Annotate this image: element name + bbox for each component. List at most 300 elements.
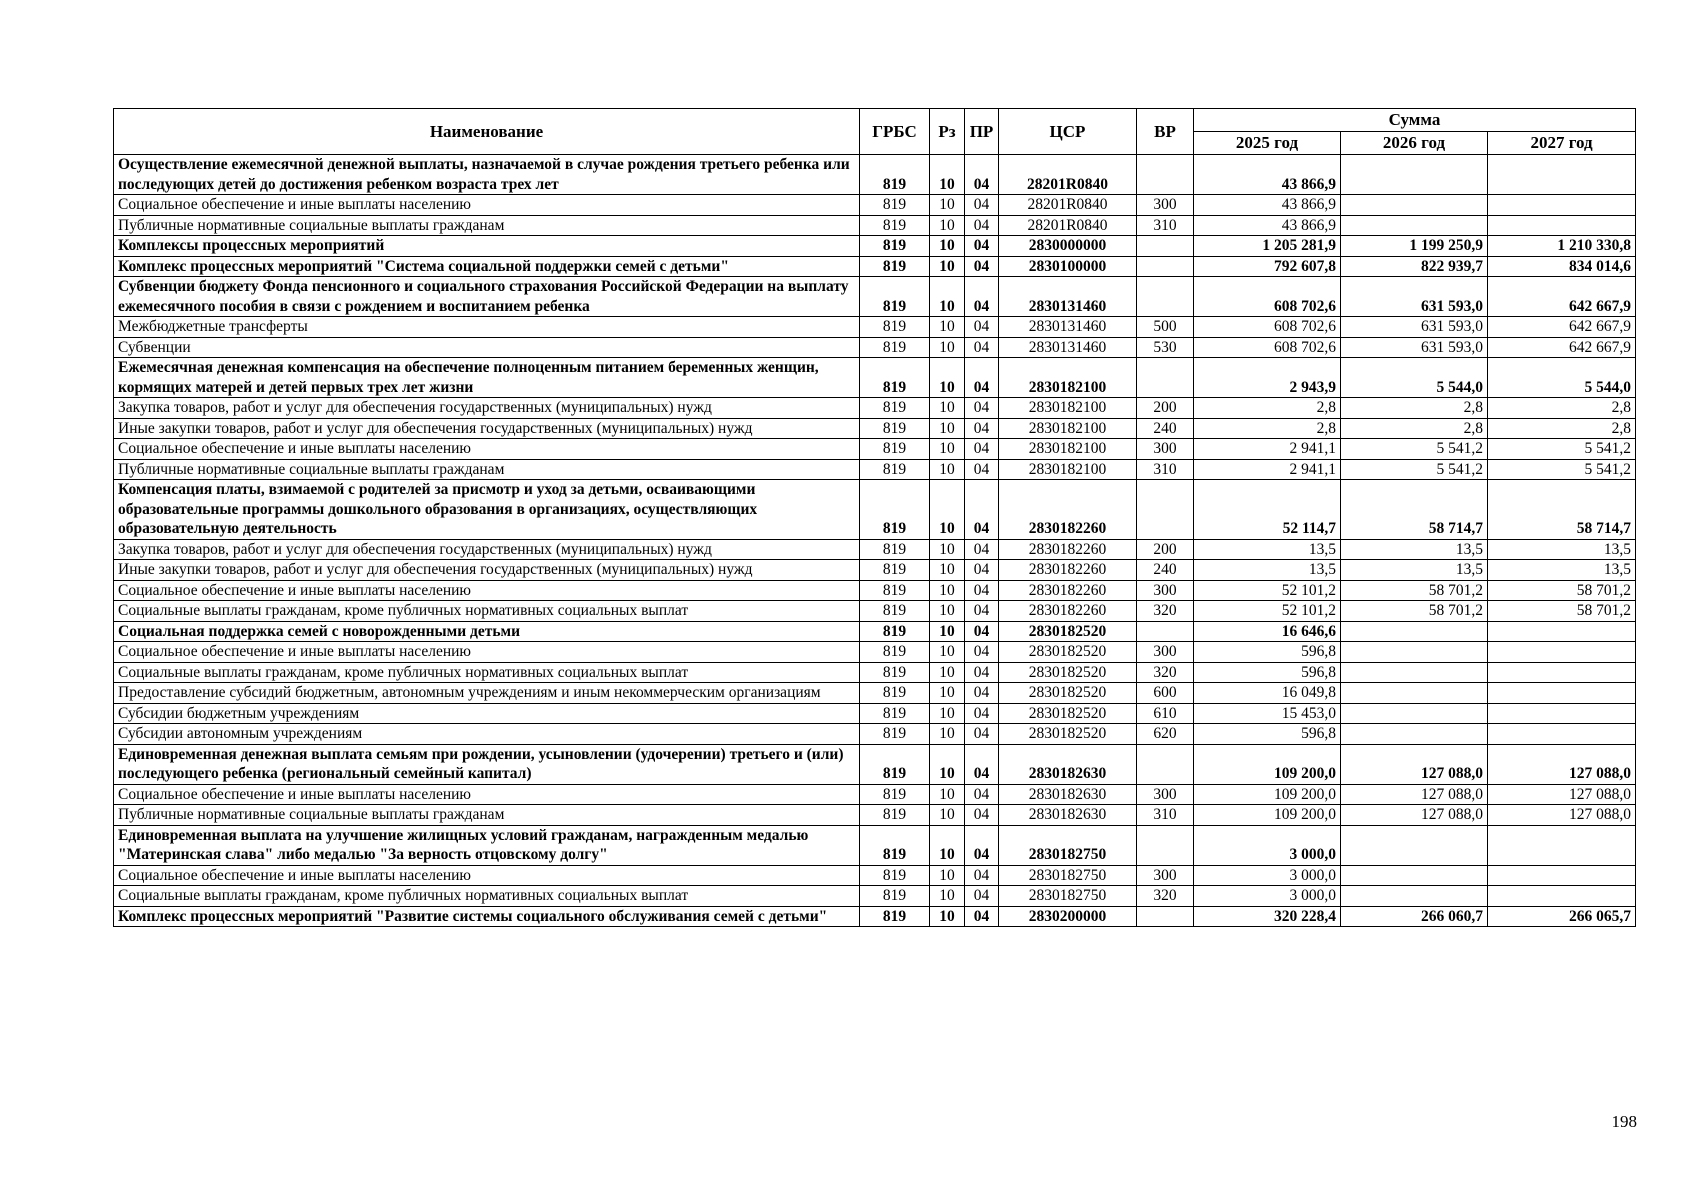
row-grbs: 819 <box>860 398 930 419</box>
row-name: Публичные нормативные социальные выплаты гражданам <box>114 215 860 236</box>
table-body <box>114 155 1636 927</box>
row-csr: 2830182630 <box>999 744 1137 784</box>
header-pr: ПР <box>965 109 999 155</box>
row-pr: 04 <box>965 358 999 398</box>
row-grbs: 819 <box>860 317 930 338</box>
row-rz: 10 <box>930 886 965 907</box>
row-sum-2026 <box>1341 865 1488 886</box>
row-sum-2026: 5 541,2 <box>1341 439 1488 460</box>
row-sum-2025: 13,5 <box>1194 539 1341 560</box>
row-rz: 10 <box>930 703 965 724</box>
row-sum-2026 <box>1341 703 1488 724</box>
row-name: Социальное обеспечение и иные выплаты населению <box>114 865 860 886</box>
row-csr: 2830182520 <box>999 621 1137 642</box>
row-name: Социальное обеспечение и иные выплаты населению <box>114 439 860 460</box>
row-csr: 2830182520 <box>999 642 1137 663</box>
row-sum-2025: 52 101,2 <box>1194 580 1341 601</box>
row-grbs: 819 <box>860 337 930 358</box>
row-grbs: 819 <box>860 724 930 745</box>
row-csr: 2830182260 <box>999 539 1137 560</box>
row-name: Единовременная денежная выплата семьям при рождении, усыновлении (удочерении) третьего и (или) последующего ребенка (региональный семейный капитал) <box>114 744 860 784</box>
row-sum-2027: 127 088,0 <box>1488 744 1636 784</box>
header-year-2027: 2027 год <box>1488 132 1636 155</box>
row-pr: 04 <box>965 662 999 683</box>
row-sum-2025: 109 200,0 <box>1194 805 1341 826</box>
table-row <box>114 886 1636 907</box>
row-name: Компенсация платы, взимаемой с родителей за присмотр и уход за детьми, осваивающими образовательные программы дошкольного образования в организациях, осуществляющих образовательную деятельность <box>114 480 860 540</box>
row-name: Публичные нормативные социальные выплаты гражданам <box>114 459 860 480</box>
row-vr <box>1137 621 1194 642</box>
table-row <box>114 784 1636 805</box>
row-sum-2026: 2,8 <box>1341 418 1488 439</box>
row-csr: 2830182520 <box>999 683 1137 704</box>
row-grbs: 819 <box>860 539 930 560</box>
table-row <box>114 256 1636 277</box>
row-vr: 610 <box>1137 703 1194 724</box>
row-sum-2025: 15 453,0 <box>1194 703 1341 724</box>
table-row <box>114 560 1636 581</box>
table-row <box>114 601 1636 622</box>
row-pr: 04 <box>965 703 999 724</box>
table-row <box>114 155 1636 195</box>
row-name: Комплексы процессных мероприятий <box>114 236 860 257</box>
row-sum-2025: 52 101,2 <box>1194 601 1341 622</box>
row-pr: 04 <box>965 906 999 927</box>
row-sum-2025: 2,8 <box>1194 418 1341 439</box>
row-sum-2025: 2 941,1 <box>1194 459 1341 480</box>
row-grbs: 819 <box>860 784 930 805</box>
row-vr <box>1137 744 1194 784</box>
row-pr: 04 <box>965 155 999 195</box>
header-grbs: ГРБС <box>860 109 930 155</box>
table-row <box>114 418 1636 439</box>
row-rz: 10 <box>930 195 965 216</box>
header-sum: Сумма <box>1194 109 1636 132</box>
row-name: Социальное обеспечение и иные выплаты населению <box>114 580 860 601</box>
row-rz: 10 <box>930 683 965 704</box>
row-grbs: 819 <box>860 155 930 195</box>
row-name: Социальные выплаты гражданам, кроме публичных нормативных социальных выплат <box>114 601 860 622</box>
row-rz: 10 <box>930 601 965 622</box>
row-sum-2027 <box>1488 195 1636 216</box>
row-pr: 04 <box>965 825 999 865</box>
row-grbs: 819 <box>860 865 930 886</box>
row-sum-2025: 320 228,4 <box>1194 906 1341 927</box>
row-vr: 240 <box>1137 418 1194 439</box>
row-csr: 2830182520 <box>999 662 1137 683</box>
row-grbs: 819 <box>860 703 930 724</box>
row-pr: 04 <box>965 744 999 784</box>
row-sum-2027 <box>1488 155 1636 195</box>
row-csr: 28201R0840 <box>999 155 1137 195</box>
row-sum-2026: 822 939,7 <box>1341 256 1488 277</box>
row-grbs: 819 <box>860 358 930 398</box>
row-csr: 2830182260 <box>999 560 1137 581</box>
row-csr: 2830200000 <box>999 906 1137 927</box>
row-sum-2027: 1 210 330,8 <box>1488 236 1636 257</box>
row-sum-2027: 58 701,2 <box>1488 601 1636 622</box>
row-sum-2026 <box>1341 195 1488 216</box>
row-vr: 300 <box>1137 195 1194 216</box>
row-name: Комплекс процессных мероприятий "Система социальной поддержки семей с детьми" <box>114 256 860 277</box>
table-row <box>114 539 1636 560</box>
row-sum-2026 <box>1341 683 1488 704</box>
row-sum-2025: 608 702,6 <box>1194 317 1341 338</box>
row-sum-2025: 43 866,9 <box>1194 215 1341 236</box>
row-name: Субсидии автономным учреждениям <box>114 724 860 745</box>
row-rz: 10 <box>930 724 965 745</box>
row-vr: 300 <box>1137 580 1194 601</box>
table-row <box>114 317 1636 338</box>
row-vr <box>1137 825 1194 865</box>
row-pr: 04 <box>965 580 999 601</box>
row-name: Иные закупки товаров, работ и услуг для обеспечения государственных (муниципальных) нужд <box>114 418 860 439</box>
header-year-2026: 2026 год <box>1341 132 1488 155</box>
table-row <box>114 642 1636 663</box>
row-vr <box>1137 155 1194 195</box>
row-grbs: 819 <box>860 439 930 460</box>
row-grbs: 819 <box>860 277 930 317</box>
row-vr <box>1137 236 1194 257</box>
row-name: Осуществление ежемесячной денежной выплаты, назначаемой в случае рождения третьего ребенка или последующих детей до достижения ребенком возраста трех лет <box>114 155 860 195</box>
row-pr: 04 <box>965 195 999 216</box>
row-rz: 10 <box>930 358 965 398</box>
row-grbs: 819 <box>860 480 930 540</box>
row-csr: 2830182260 <box>999 601 1137 622</box>
row-csr: 2830182630 <box>999 784 1137 805</box>
row-name: Единовременная выплата на улучшение жилищных условий гражданам, награжденным медалью "Материнская слава" либо медалью "За верность отцовскому долгу" <box>114 825 860 865</box>
row-sum-2027 <box>1488 825 1636 865</box>
row-rz: 10 <box>930 825 965 865</box>
row-pr: 04 <box>965 865 999 886</box>
table-row <box>114 662 1636 683</box>
row-sum-2027 <box>1488 886 1636 907</box>
budget-page <box>113 108 1635 927</box>
row-sum-2026 <box>1341 825 1488 865</box>
row-grbs: 819 <box>860 805 930 826</box>
row-sum-2027: 127 088,0 <box>1488 805 1636 826</box>
row-csr: 2830182100 <box>999 358 1137 398</box>
row-vr: 300 <box>1137 784 1194 805</box>
row-csr: 2830131460 <box>999 317 1137 338</box>
row-grbs: 819 <box>860 601 930 622</box>
table-row <box>114 277 1636 317</box>
row-sum-2027 <box>1488 662 1636 683</box>
row-sum-2026 <box>1341 215 1488 236</box>
row-grbs: 819 <box>860 418 930 439</box>
header-name: Наименование <box>114 109 860 155</box>
table-row <box>114 683 1636 704</box>
row-pr: 04 <box>965 317 999 338</box>
row-csr: 2830182100 <box>999 439 1137 460</box>
row-sum-2026: 13,5 <box>1341 539 1488 560</box>
row-vr: 310 <box>1137 805 1194 826</box>
table-row <box>114 398 1636 419</box>
row-sum-2026: 1 199 250,9 <box>1341 236 1488 257</box>
row-sum-2027 <box>1488 683 1636 704</box>
header-vr: ВР <box>1137 109 1194 155</box>
row-sum-2026: 127 088,0 <box>1341 784 1488 805</box>
row-name: Социальное обеспечение и иные выплаты населению <box>114 195 860 216</box>
row-pr: 04 <box>965 601 999 622</box>
row-grbs: 819 <box>860 580 930 601</box>
row-grbs: 819 <box>860 683 930 704</box>
row-rz: 10 <box>930 580 965 601</box>
row-sum-2025: 3 000,0 <box>1194 865 1341 886</box>
row-rz: 10 <box>930 906 965 927</box>
row-grbs: 819 <box>860 215 930 236</box>
row-sum-2025: 608 702,6 <box>1194 337 1341 358</box>
row-csr: 2830182750 <box>999 865 1137 886</box>
row-pr: 04 <box>965 277 999 317</box>
row-csr: 28201R0840 <box>999 215 1137 236</box>
row-pr: 04 <box>965 337 999 358</box>
row-name: Публичные нормативные социальные выплаты гражданам <box>114 805 860 826</box>
row-vr: 240 <box>1137 560 1194 581</box>
row-name: Предоставление субсидий бюджетным, автономным учреждениям и иным некоммерческим организациям <box>114 683 860 704</box>
row-csr: 2830182520 <box>999 724 1137 745</box>
row-name: Иные закупки товаров, работ и услуг для обеспечения государственных (муниципальных) нужд <box>114 560 860 581</box>
row-csr: 2830182100 <box>999 398 1137 419</box>
row-sum-2027: 5 541,2 <box>1488 459 1636 480</box>
table-row <box>114 236 1636 257</box>
table-row <box>114 744 1636 784</box>
row-csr: 2830131460 <box>999 337 1137 358</box>
row-pr: 04 <box>965 724 999 745</box>
row-pr: 04 <box>965 398 999 419</box>
row-rz: 10 <box>930 744 965 784</box>
row-sum-2027 <box>1488 215 1636 236</box>
row-csr: 2830100000 <box>999 256 1137 277</box>
row-sum-2026 <box>1341 621 1488 642</box>
row-grbs: 819 <box>860 256 930 277</box>
row-sum-2026: 631 593,0 <box>1341 317 1488 338</box>
row-sum-2025: 16 049,8 <box>1194 683 1341 704</box>
row-grbs: 819 <box>860 744 930 784</box>
row-name: Субвенции <box>114 337 860 358</box>
row-name: Социальные выплаты гражданам, кроме публичных нормативных социальных выплат <box>114 886 860 907</box>
row-sum-2025: 109 200,0 <box>1194 784 1341 805</box>
row-rz: 10 <box>930 459 965 480</box>
table-row <box>114 358 1636 398</box>
row-vr: 320 <box>1137 662 1194 683</box>
row-vr <box>1137 358 1194 398</box>
row-sum-2025: 109 200,0 <box>1194 744 1341 784</box>
row-sum-2025: 2 941,1 <box>1194 439 1341 460</box>
row-csr: 2830182100 <box>999 418 1137 439</box>
row-rz: 10 <box>930 155 965 195</box>
row-rz: 10 <box>930 621 965 642</box>
row-sum-2027: 13,5 <box>1488 539 1636 560</box>
table-row <box>114 215 1636 236</box>
row-name: Закупка товаров, работ и услуг для обеспечения государственных (муниципальных) нужд <box>114 398 860 419</box>
row-sum-2027 <box>1488 703 1636 724</box>
row-grbs: 819 <box>860 459 930 480</box>
row-vr: 320 <box>1137 886 1194 907</box>
row-vr: 320 <box>1137 601 1194 622</box>
row-sum-2027 <box>1488 865 1636 886</box>
row-sum-2027: 127 088,0 <box>1488 784 1636 805</box>
row-grbs: 819 <box>860 662 930 683</box>
table-row <box>114 459 1636 480</box>
row-sum-2025: 13,5 <box>1194 560 1341 581</box>
row-grbs: 819 <box>860 825 930 865</box>
row-sum-2027: 58 714,7 <box>1488 480 1636 540</box>
row-rz: 10 <box>930 256 965 277</box>
table-row <box>114 195 1636 216</box>
row-rz: 10 <box>930 662 965 683</box>
row-csr: 2830182260 <box>999 480 1137 540</box>
table-row <box>114 621 1636 642</box>
row-vr <box>1137 906 1194 927</box>
row-grbs: 819 <box>860 886 930 907</box>
row-vr: 530 <box>1137 337 1194 358</box>
row-pr: 04 <box>965 256 999 277</box>
row-vr: 600 <box>1137 683 1194 704</box>
row-rz: 10 <box>930 236 965 257</box>
row-csr: 2830182750 <box>999 886 1137 907</box>
row-pr: 04 <box>965 215 999 236</box>
row-pr: 04 <box>965 805 999 826</box>
row-sum-2027: 266 065,7 <box>1488 906 1636 927</box>
row-sum-2025: 1 205 281,9 <box>1194 236 1341 257</box>
row-sum-2025: 52 114,7 <box>1194 480 1341 540</box>
row-grbs: 819 <box>860 906 930 927</box>
row-vr: 310 <box>1137 215 1194 236</box>
row-rz: 10 <box>930 784 965 805</box>
row-vr: 500 <box>1137 317 1194 338</box>
row-sum-2025: 43 866,9 <box>1194 195 1341 216</box>
row-sum-2026 <box>1341 662 1488 683</box>
row-pr: 04 <box>965 539 999 560</box>
row-sum-2025: 16 646,6 <box>1194 621 1341 642</box>
row-csr: 2830182260 <box>999 580 1137 601</box>
row-grbs: 819 <box>860 236 930 257</box>
row-rz: 10 <box>930 865 965 886</box>
row-vr: 300 <box>1137 439 1194 460</box>
table-row <box>114 337 1636 358</box>
table-row <box>114 825 1636 865</box>
table-row <box>114 724 1636 745</box>
row-name: Субвенции бюджету Фонда пенсионного и социального страхования Российской Федерации на выплату ежемесячного пособия в связи с рождением и воспитанием ребенка <box>114 277 860 317</box>
row-sum-2025: 608 702,6 <box>1194 277 1341 317</box>
table-row <box>114 805 1636 826</box>
row-sum-2025: 3 000,0 <box>1194 886 1341 907</box>
row-pr: 04 <box>965 784 999 805</box>
row-sum-2026: 58 701,2 <box>1341 601 1488 622</box>
row-vr: 620 <box>1137 724 1194 745</box>
row-rz: 10 <box>930 539 965 560</box>
row-vr: 310 <box>1137 459 1194 480</box>
row-pr: 04 <box>965 439 999 460</box>
header-rz: Рз <box>930 109 965 155</box>
row-sum-2025: 792 607,8 <box>1194 256 1341 277</box>
row-csr: 28201R0840 <box>999 195 1137 216</box>
row-grbs: 819 <box>860 195 930 216</box>
row-rz: 10 <box>930 560 965 581</box>
row-rz: 10 <box>930 215 965 236</box>
row-name: Социальное обеспечение и иные выплаты населению <box>114 784 860 805</box>
row-sum-2027: 642 667,9 <box>1488 277 1636 317</box>
row-rz: 10 <box>930 805 965 826</box>
row-sum-2027: 642 667,9 <box>1488 337 1636 358</box>
row-rz: 10 <box>930 277 965 317</box>
row-pr: 04 <box>965 886 999 907</box>
row-vr: 200 <box>1137 398 1194 419</box>
row-grbs: 819 <box>860 560 930 581</box>
row-pr: 04 <box>965 236 999 257</box>
row-csr: 2830182630 <box>999 805 1137 826</box>
row-vr <box>1137 480 1194 540</box>
row-sum-2025: 596,8 <box>1194 662 1341 683</box>
row-name: Социальное обеспечение и иные выплаты населению <box>114 642 860 663</box>
row-pr: 04 <box>965 642 999 663</box>
row-sum-2026: 631 593,0 <box>1341 277 1488 317</box>
row-sum-2025: 43 866,9 <box>1194 155 1341 195</box>
row-sum-2027: 5 541,2 <box>1488 439 1636 460</box>
row-name: Комплекс процессных мероприятий "Развитие системы социального обслуживания семей с детьми" <box>114 906 860 927</box>
row-sum-2025: 596,8 <box>1194 642 1341 663</box>
row-sum-2026: 5 544,0 <box>1341 358 1488 398</box>
row-pr: 04 <box>965 683 999 704</box>
row-sum-2026: 127 088,0 <box>1341 805 1488 826</box>
row-sum-2026: 58 714,7 <box>1341 480 1488 540</box>
row-csr: 2830182520 <box>999 703 1137 724</box>
row-sum-2026: 58 701,2 <box>1341 580 1488 601</box>
row-name: Социальные выплаты гражданам, кроме публичных нормативных социальных выплат <box>114 662 860 683</box>
row-rz: 10 <box>930 337 965 358</box>
table-row <box>114 703 1636 724</box>
row-sum-2026 <box>1341 155 1488 195</box>
row-sum-2026: 2,8 <box>1341 398 1488 419</box>
row-csr: 2830182750 <box>999 825 1137 865</box>
row-sum-2027: 834 014,6 <box>1488 256 1636 277</box>
row-sum-2027 <box>1488 621 1636 642</box>
row-sum-2025: 3 000,0 <box>1194 825 1341 865</box>
row-rz: 10 <box>930 642 965 663</box>
row-sum-2025: 2 943,9 <box>1194 358 1341 398</box>
row-pr: 04 <box>965 560 999 581</box>
row-csr: 2830182100 <box>999 459 1137 480</box>
row-rz: 10 <box>930 439 965 460</box>
row-sum-2025: 596,8 <box>1194 724 1341 745</box>
row-sum-2027: 2,8 <box>1488 418 1636 439</box>
row-sum-2026: 127 088,0 <box>1341 744 1488 784</box>
row-pr: 04 <box>965 418 999 439</box>
row-sum-2026 <box>1341 642 1488 663</box>
row-sum-2026 <box>1341 724 1488 745</box>
table-row <box>114 480 1636 540</box>
row-rz: 10 <box>930 317 965 338</box>
row-name: Субсидии бюджетным учреждениям <box>114 703 860 724</box>
row-vr: 200 <box>1137 539 1194 560</box>
row-sum-2026: 266 060,7 <box>1341 906 1488 927</box>
row-name: Социальная поддержка семей с новорожденными детьми <box>114 621 860 642</box>
page-number: 198 <box>1611 1112 1637 1131</box>
row-sum-2027: 13,5 <box>1488 560 1636 581</box>
row-name: Межбюджетные трансферты <box>114 317 860 338</box>
row-rz: 10 <box>930 480 965 540</box>
row-csr: 2830131460 <box>999 277 1137 317</box>
row-name: Закупка товаров, работ и услуг для обеспечения государственных (муниципальных) нужд <box>114 539 860 560</box>
row-sum-2027 <box>1488 642 1636 663</box>
table-row <box>114 580 1636 601</box>
header-csr: ЦСР <box>999 109 1137 155</box>
row-sum-2027: 5 544,0 <box>1488 358 1636 398</box>
row-sum-2027: 642 667,9 <box>1488 317 1636 338</box>
row-pr: 04 <box>965 459 999 480</box>
budget-table <box>113 108 1636 927</box>
